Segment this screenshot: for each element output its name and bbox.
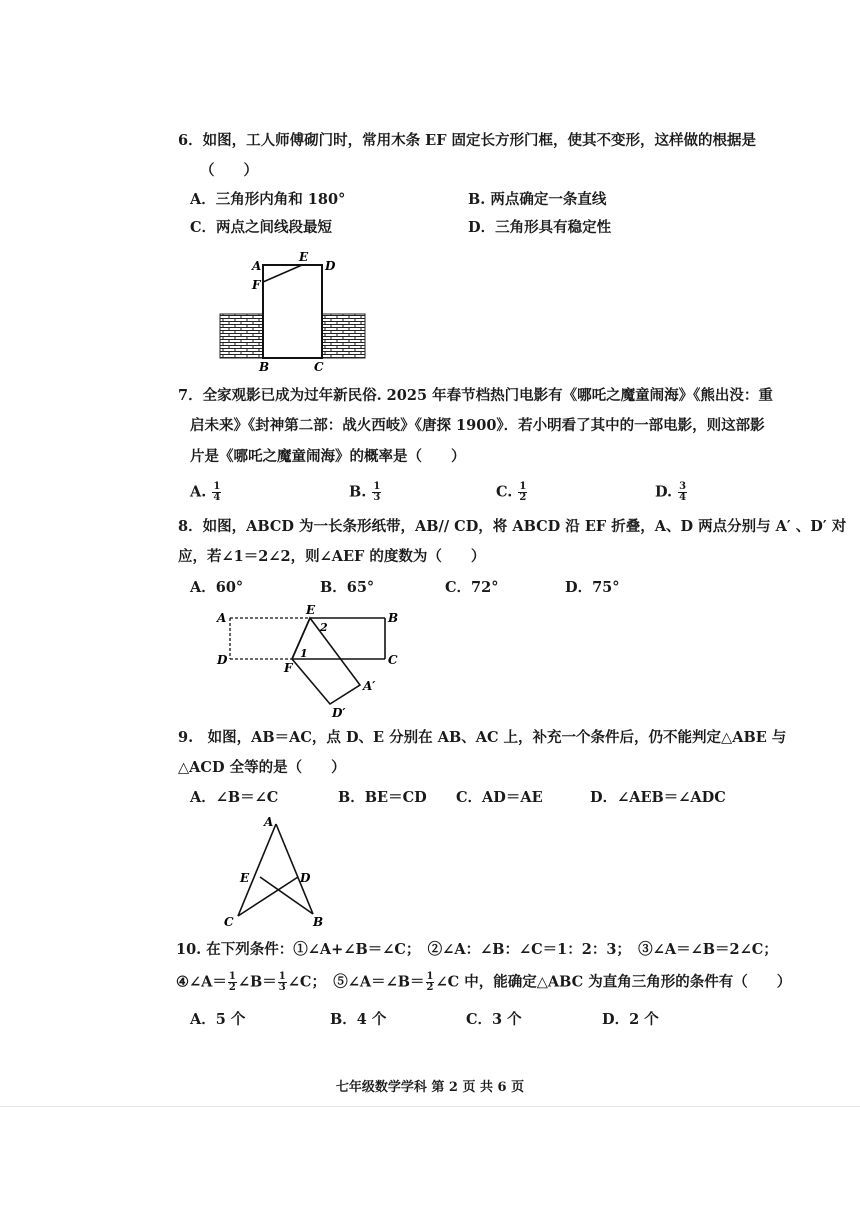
label-a: A <box>217 611 227 625</box>
q7-stem-line3: 片是《哪吒之魔童闹海》的概率是（ ） <box>190 448 466 465</box>
q9-stem-line1: 9. 如图，AB＝AC，点 D、E 分别在 AB、AC 上，补充一个条件后，仍不能判定△ABE 与 <box>178 729 787 746</box>
label-d: D <box>325 259 336 273</box>
label-angle-2: 2 <box>320 621 328 634</box>
q8-stem-line2: 应，若∠1＝2∠2，则∠AEF 的度数为（ ） <box>178 548 486 565</box>
q8-stem-line1: 8．如图，ABCD 为一长条形纸带，AB// CD，将 ABCD 沿 EF 折叠，A、D 两点分别与 A′ 、D′ 对 <box>178 518 847 535</box>
q6-option-b: B. 两点确定一条直线 <box>468 191 607 208</box>
q7-option-d: D. $\frac{3}{4}$ <box>655 481 687 503</box>
q7-option-c: C. $\frac{1}{2}$ <box>496 481 527 503</box>
label-d: D <box>300 871 311 885</box>
label-c: C <box>314 360 324 374</box>
q6-option-d: D．三角形具有稳定性 <box>468 219 612 236</box>
bottom-divider <box>0 1106 860 1107</box>
page-footer: 七年级数学学科 第 2 页 共 6 页 <box>335 1080 525 1095</box>
label-a-prime: A′ <box>363 679 376 693</box>
q9-stem-line2: △ACD 全等的是（ ） <box>178 759 346 776</box>
q10-stem-line2: ④∠A＝ $\frac{1}{2}$ ∠B＝ $\frac{1}{3}$ ∠C； ⑤∠A＝∠B＝ $\frac{1}{2}$ ∠C 中，能确定△ABC 为直角三角形的条件有（ ） <box>176 971 792 993</box>
label-b: B <box>259 360 270 374</box>
q8-option-c: C．72° <box>445 579 499 596</box>
label-e: E <box>306 603 316 617</box>
label-b: B <box>313 915 324 929</box>
q10-option-b: B．4 个 <box>330 1011 387 1028</box>
label-f: F <box>252 278 261 292</box>
label-a: A <box>264 815 274 829</box>
q6-door-figure <box>214 250 374 375</box>
q10-option-c: C．3 个 <box>466 1011 522 1028</box>
label-c: C <box>224 915 234 929</box>
label-d: D <box>217 653 228 667</box>
label-angle-1: 1 <box>300 647 308 660</box>
q10-stem-line1: 10. 在下列条件：①∠A+∠B＝∠C； ②∠A：∠B：∠C＝1：2：3； ③∠A＝∠B＝2∠C； <box>176 941 778 958</box>
q6-option-a: A．三角形内角和 180° <box>190 191 346 208</box>
q9-triangle-figure <box>220 810 340 935</box>
q9-option-a: A．∠B＝∠C <box>190 789 279 806</box>
q7-stem-line1: 7．全家观影已成为过年新民俗. 2025 年春节档热门电影有《哪吒之魔童闹海》《熊出没：重 <box>178 387 773 404</box>
q7-option-b: B. $\frac{1}{3}$ <box>349 481 381 503</box>
label-c: C <box>388 653 398 667</box>
q7-option-a: A. $\frac{1}{4}$ <box>190 481 221 503</box>
q8-option-a: A．60° <box>190 579 244 596</box>
q9-option-d: D．∠AEB＝∠ADC <box>590 789 726 806</box>
label-d-prime: D′ <box>332 706 346 720</box>
q8-fold-figure <box>212 600 412 725</box>
q8-option-d: D．75° <box>565 579 620 596</box>
label-f: F <box>284 661 293 675</box>
label-e: E <box>299 250 309 264</box>
q7-stem-line2: 启未来》《封神第二部：战火西岐》《唐探 1900》．若小明看了其中的一部电影，则这部影 <box>190 417 765 434</box>
label-b: B <box>388 611 399 625</box>
q8-option-b: B．65° <box>320 579 375 596</box>
q6-stem-line2: （ ） <box>200 162 258 179</box>
left-brick-wall <box>220 314 263 358</box>
q10-option-a: A．5 个 <box>190 1011 246 1028</box>
q9-option-c: C．AD＝AE <box>456 789 543 806</box>
side-ac <box>238 824 276 916</box>
right-brick-wall <box>322 314 365 358</box>
q6-stem-line1: 6．如图，工人师傅砌门时，常用木条 EF 固定长方形门框，使其不变形，这样做的根据是 <box>178 132 757 149</box>
q10-option-d: D．2 个 <box>602 1011 659 1028</box>
label-e: E <box>240 871 250 885</box>
label-a: A <box>252 259 262 273</box>
q6-option-c: C．两点之间线段最短 <box>190 219 333 236</box>
q9-option-b: B．BE＝CD <box>338 789 427 806</box>
